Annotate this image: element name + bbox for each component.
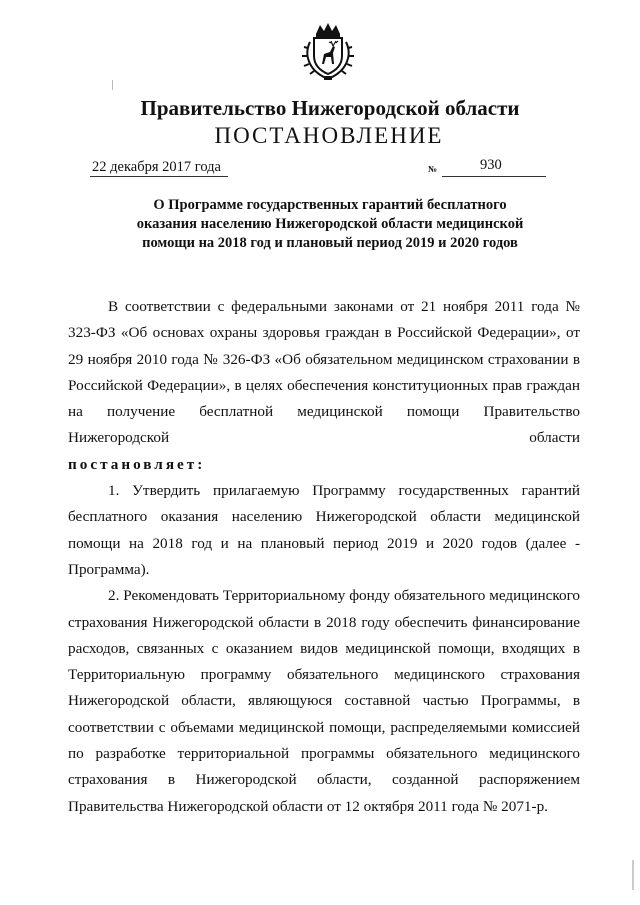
intro-paragraph [68, 294, 580, 452]
text-line: от 12 октября 2011 года № 2071-р. [326, 797, 548, 815]
number-underline [442, 176, 546, 177]
text-line: № 323-ФЗ «Об основах охраны здоровья граждан в Российской Федерации», [68, 298, 581, 342]
organization-name: Правительство Нижегородской области [140, 96, 520, 120]
coat-of-arms-icon [296, 20, 360, 84]
text-line: В соответствии с федеральными законами от 21 ноября 2011 года [108, 298, 559, 315]
text-line: медицинского страхования Нижегородской области в 2018 году обеспечить [68, 587, 581, 631]
text-line: страховании в Российской Федерации», в целях обеспечения [68, 350, 581, 394]
text-line: помощи Правительство Нижегородской области [68, 403, 581, 447]
text-line: 1. Утвердить прилагаемую Программу государственных гарантий [108, 482, 580, 500]
scan-artifact [112, 80, 113, 90]
text-line: медицинского страхования Нижегородской области, являющуюся составной [68, 666, 580, 710]
item-2-paragraph [68, 583, 580, 820]
text-line: созданной распоряжением Правительства Нижегородской области [68, 771, 580, 815]
title-line: оказания населению Нижегородской области медицинской [136, 216, 524, 232]
document-number: 930 [480, 157, 502, 173]
text-line: от 29 ноября 2010 года № 326-ФЗ «Об обязательном медицинском [68, 324, 580, 368]
number-sign: № [428, 164, 438, 174]
document-body [68, 294, 580, 820]
text-line: бесплатного оказания населению Нижегородской области медицинской [68, 508, 580, 526]
text-line: обязательного медицинского страхования в Нижегородской области, [68, 745, 580, 789]
text-line: помощи, входящих в Территориальную программу обязательного [68, 639, 580, 684]
text-line: Программа). [68, 560, 150, 578]
date-underline [90, 176, 228, 177]
text-line: конституционных прав граждан на получение бесплатной медицинской [68, 376, 580, 421]
text-line: частью Программы, в соответствии с объемами медицинской помощи, [68, 692, 581, 736]
text-line: 2. Рекомендовать Территориальному фонду обязательного [108, 587, 486, 605]
text-line: помощи на 2018 год и на плановый период 2019 и 2020 годов (далее - [68, 534, 580, 552]
document-type: ПОСТАНОВЛЕНИЕ [214, 123, 444, 148]
text-line: распределяемыми комиссией по разработке территориальной программы [68, 718, 581, 763]
title-line: О Программе государственных гарантий бесплатного [153, 197, 507, 213]
document-title [110, 196, 550, 253]
document-date: 22 декабря 2017 года [92, 159, 221, 175]
item-1-paragraph [68, 478, 580, 583]
decree-word: постановляет: [68, 455, 206, 473]
scan-artifact [632, 860, 634, 890]
title-line: помощи на 2018 год и плановый период 2019 и 2020 годов [142, 235, 518, 251]
text-line: финансирование расходов, связанных с оказанием видов медицинской [68, 613, 580, 657]
